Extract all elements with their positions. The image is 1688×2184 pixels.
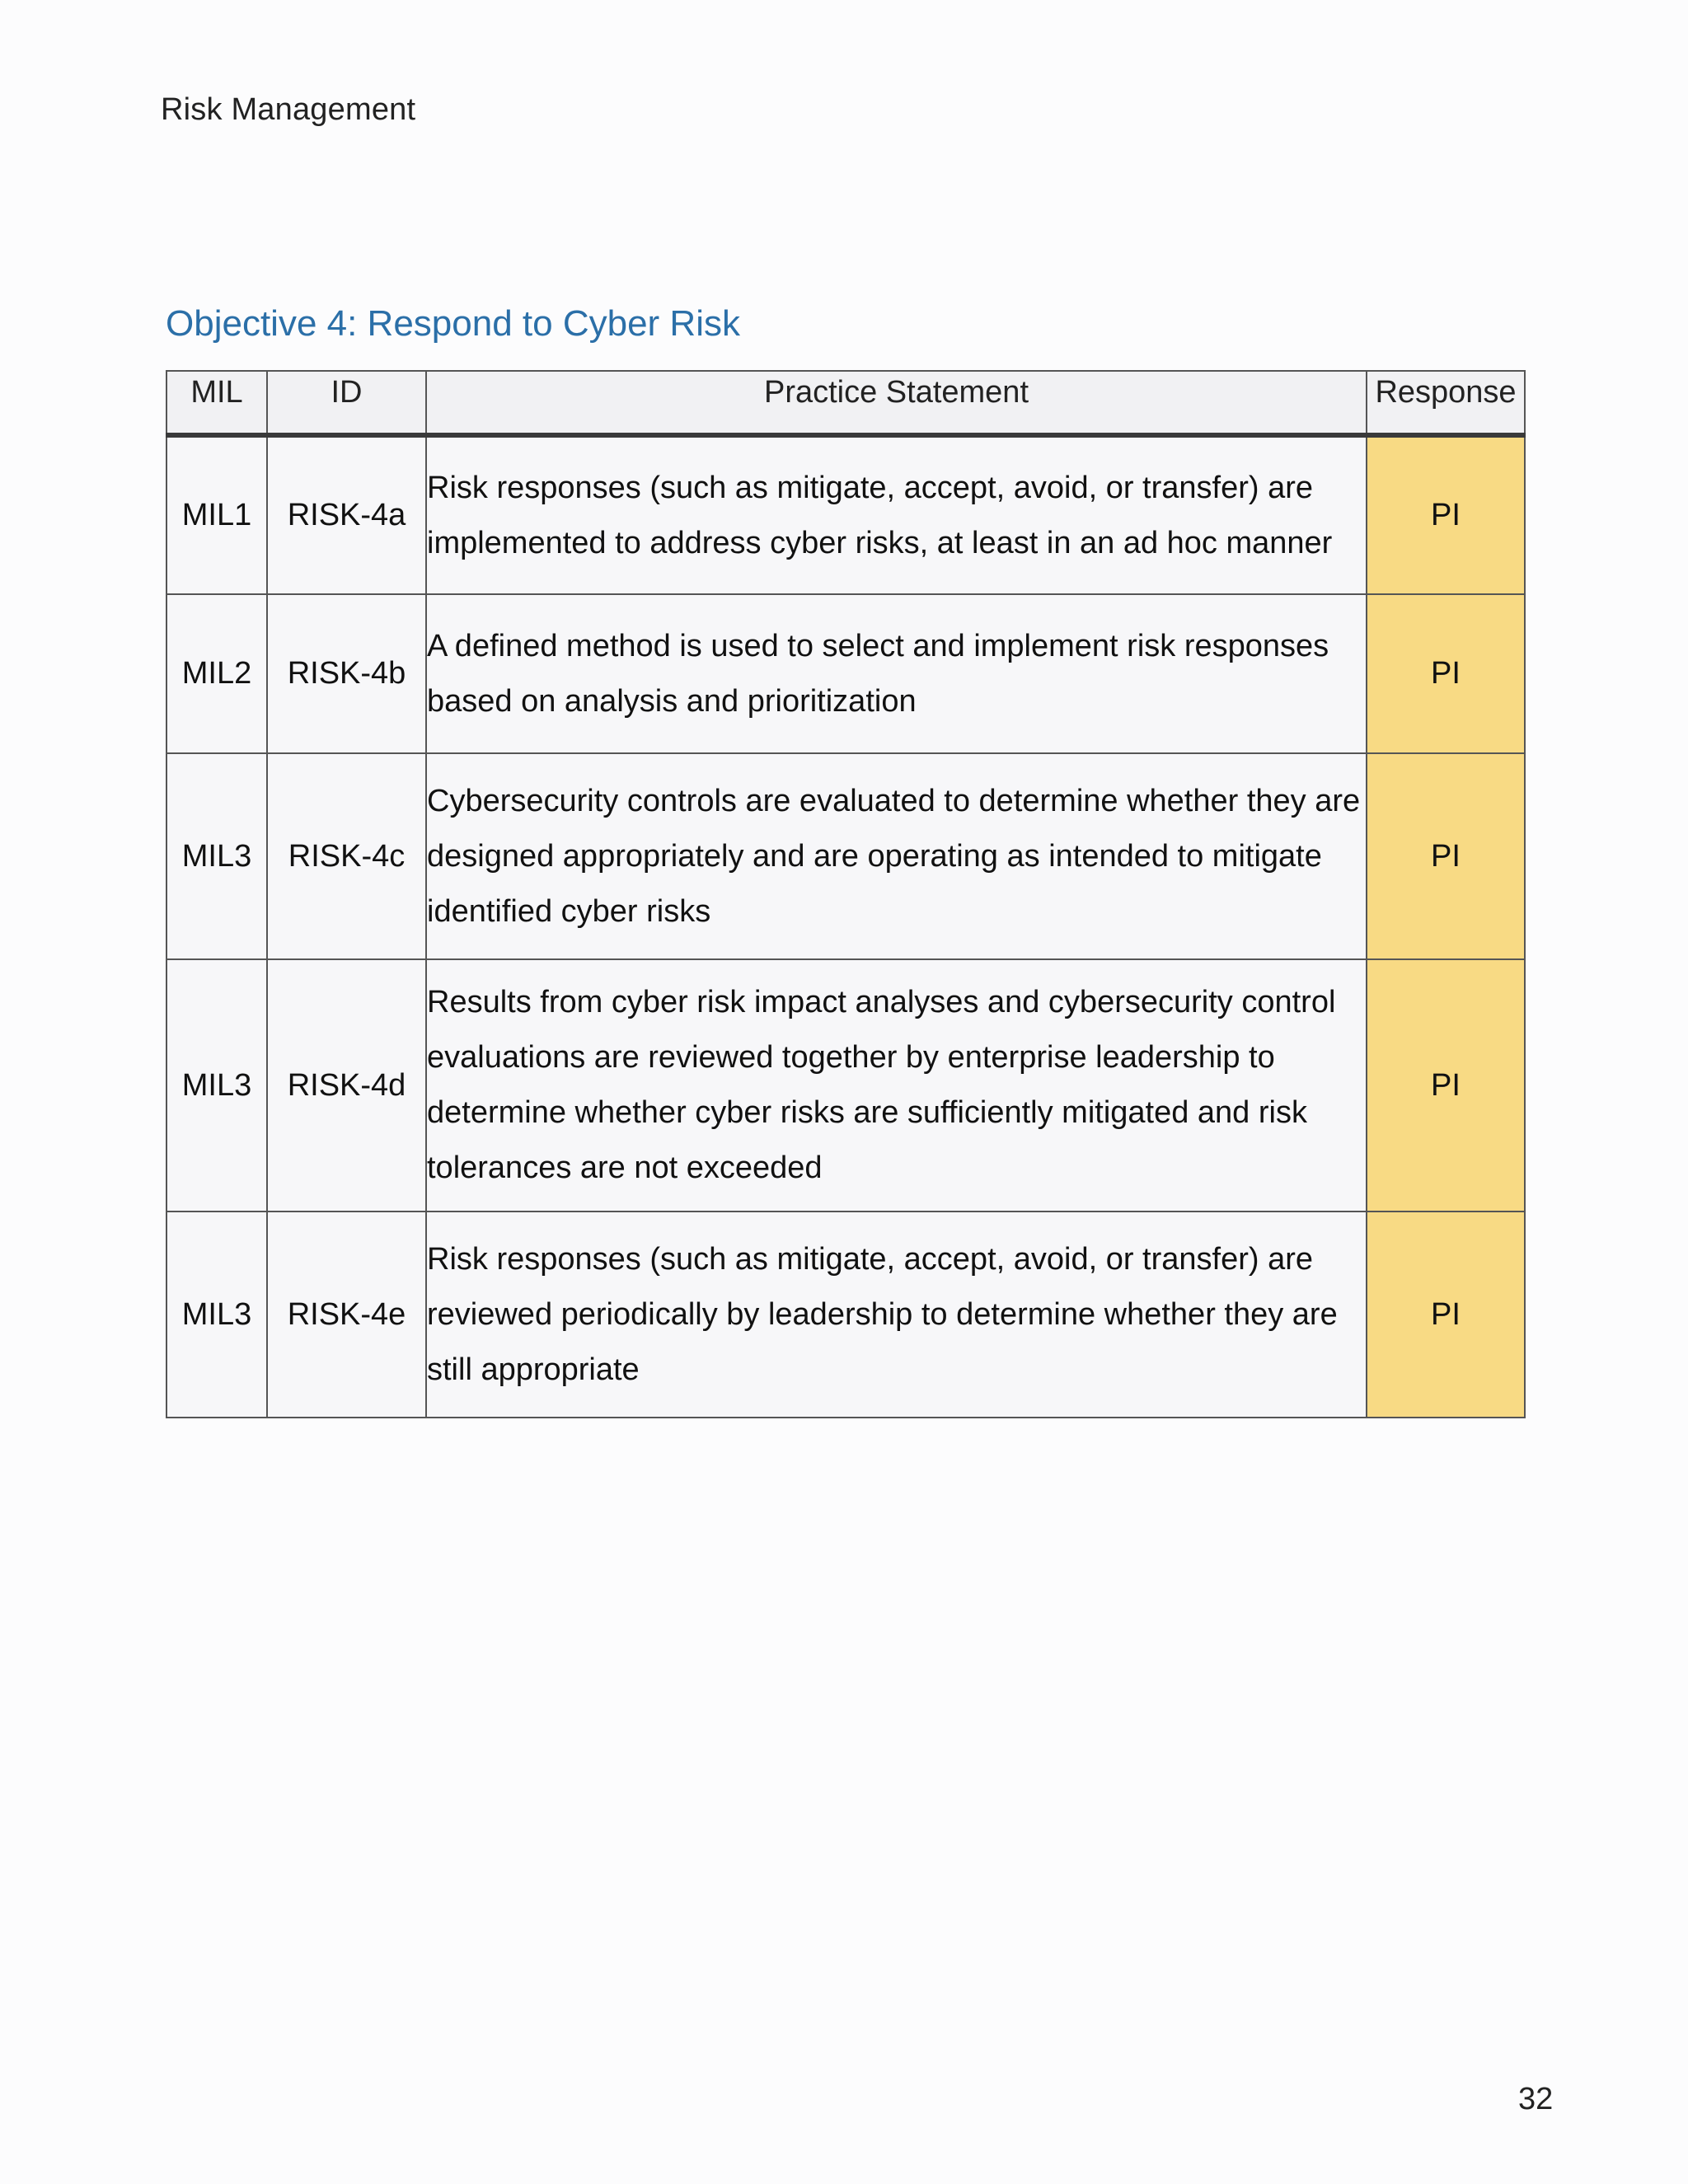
mil-cell: MIL2 xyxy=(166,594,267,753)
statement-cell: Risk responses (such as mitigate, accept, avoid, or transfer) are implemented to address cyber risks, at least in an ad hoc manner xyxy=(426,435,1367,594)
section-title: Objective 4: Respond to Cyber Risk xyxy=(166,303,740,344)
response-cell: PI xyxy=(1367,594,1525,753)
table-row xyxy=(166,594,1525,753)
id-cell: RISK-4e xyxy=(267,1212,426,1418)
mil-cell: MIL3 xyxy=(166,959,267,1212)
column-header-mil: MIL xyxy=(166,371,267,435)
table-row xyxy=(166,435,1525,594)
column-header-statement: Practice Statement xyxy=(426,371,1367,435)
statement-cell: Risk responses (such as mitigate, accept, avoid, or transfer) are reviewed periodically by leadership to determine whether they are still appropriate xyxy=(426,1212,1367,1418)
page-number: 32 xyxy=(1518,2082,1554,2116)
table-row xyxy=(166,959,1525,1212)
mil-cell: MIL3 xyxy=(166,1212,267,1418)
id-cell: RISK-4d xyxy=(267,959,426,1212)
table-row xyxy=(166,753,1525,959)
statement-cell: A defined method is used to select and implement risk responses based on analysis and prioritization xyxy=(426,594,1367,753)
table-row xyxy=(166,1212,1525,1418)
response-cell: PI xyxy=(1367,959,1525,1212)
mil-cell: MIL1 xyxy=(166,435,267,594)
id-cell: RISK-4b xyxy=(267,594,426,753)
column-header-id: ID xyxy=(267,371,426,435)
response-cell: PI xyxy=(1367,435,1525,594)
mil-cell: MIL3 xyxy=(166,753,267,959)
running-header: Risk Management xyxy=(161,92,416,127)
response-cell: PI xyxy=(1367,1212,1525,1418)
statement-cell: Results from cyber risk impact analyses and cybersecurity control evaluations are reviewed together by enterprise leadership to determine whether cyber risks are sufficiently mitigated and risk tolerances are not exceeded xyxy=(426,959,1367,1212)
id-cell: RISK-4c xyxy=(267,753,426,959)
statement-cell: Cybersecurity controls are evaluated to determine whether they are designed appropriately and are operating as intended to mitigate identified cyber risks xyxy=(426,753,1367,959)
table-header-row xyxy=(166,371,1525,435)
response-cell: PI xyxy=(1367,753,1525,959)
practice-table xyxy=(166,370,1526,1418)
id-cell: RISK-4a xyxy=(267,435,426,594)
column-header-response: Response xyxy=(1367,371,1525,435)
